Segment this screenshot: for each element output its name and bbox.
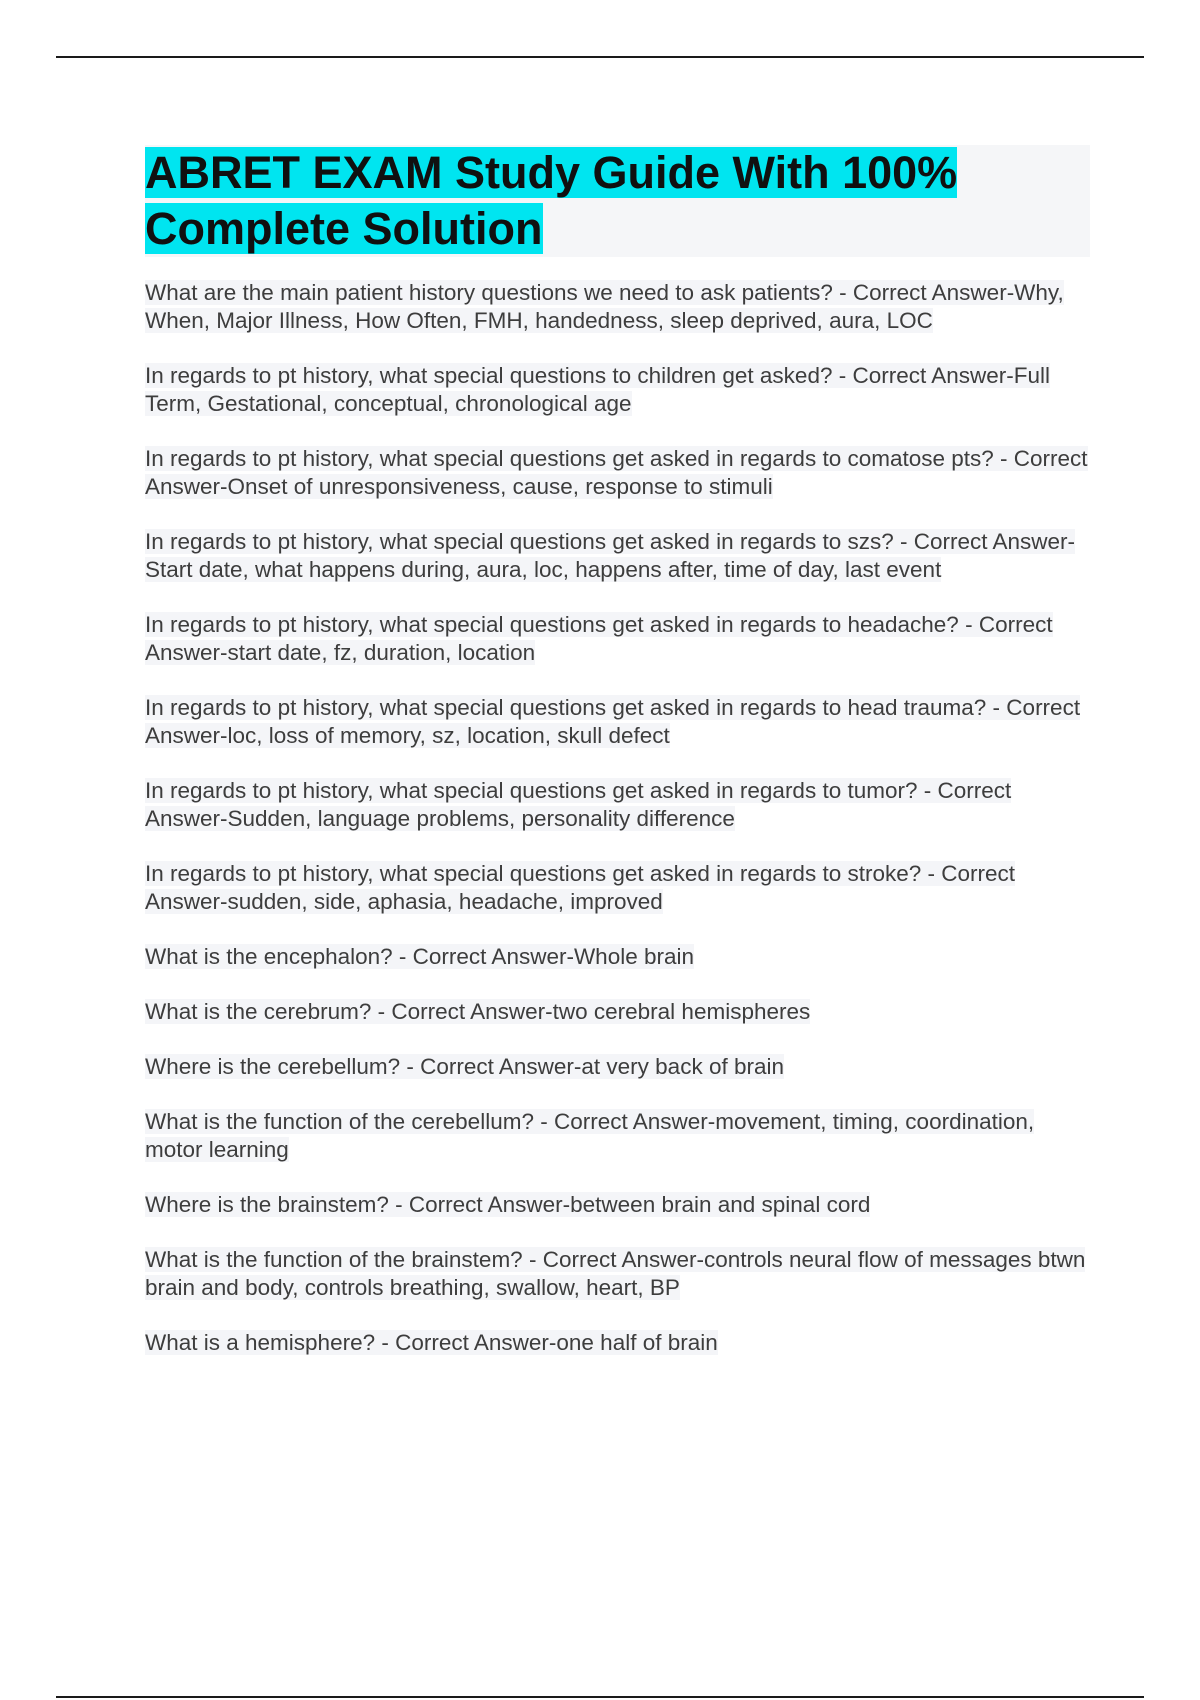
qa-entry (145, 362, 1095, 418)
qa-text: In regards to pt history, what special questions get asked in regards to stroke? - Correct Answer-sudden, side, aphasia, headache, improved (145, 861, 1016, 914)
qa-list (145, 279, 1090, 1357)
qa-entry (145, 777, 1095, 833)
top-rule (56, 56, 1144, 58)
qa-text: In regards to pt history, what special questions get asked in regards to tumor? - Correct Answer-Sudden, language problems, personality difference (145, 778, 1012, 831)
qa-text: What is the function of the cerebellum? - Correct Answer-movement, timing, coordination, motor learning (145, 1109, 1035, 1162)
qa-entry (145, 860, 1095, 916)
qa-text: Where is the cerebellum? - Correct Answer-at very back of brain (145, 1054, 784, 1079)
title-highlight: ABRET EXAM Study Guide With 100% Complete Solution (145, 147, 958, 254)
qa-entry (145, 445, 1095, 501)
qa-entry (145, 528, 1095, 584)
document-title (145, 145, 1090, 257)
qa-text: In regards to pt history, what special questions get asked in regards to head trauma? - Correct Answer-loc, loss of memory, sz, location, skull defect (145, 695, 1081, 748)
qa-entry (145, 1053, 1095, 1081)
qa-text: What is the function of the brainstem? - Correct Answer-controls neural flow of messages btwn brain and body, controls breathing, swallow, heart, BP (145, 1247, 1086, 1300)
qa-entry (145, 943, 1095, 971)
qa-entry (145, 1191, 1095, 1219)
qa-text: What are the main patient history questions we need to ask patients? - Correct Answer-Why, When, Major Illness, How Often, FMH, handedness, sleep deprived, aura, LOC (145, 280, 1064, 333)
qa-text: In regards to pt history, what special questions get asked in regards to comatose pts? - Correct Answer-Onset of unresponsiveness, cause, response to stimuli (145, 446, 1088, 499)
qa-entry (145, 1108, 1095, 1164)
qa-text: What is the encephalon? - Correct Answer-Whole brain (145, 944, 695, 969)
bottom-rule (56, 1696, 1144, 1698)
qa-text: What is a hemisphere? - Correct Answer-one half of brain (145, 1330, 718, 1355)
qa-text: In regards to pt history, what special questions get asked in regards to szs? - Correct Answer-Start date, what happens during, aura, loc, happens after, time of day, last event (145, 529, 1076, 582)
qa-entry (145, 998, 1095, 1026)
qa-entry (145, 279, 1095, 335)
title-block (145, 145, 1090, 257)
qa-text: What is the cerebrum? - Correct Answer-two cerebral hemispheres (145, 999, 811, 1024)
qa-text: In regards to pt history, what special questions to children get asked? - Correct Answer-Full Term, Gestational, conceptual, chronological age (145, 363, 1051, 416)
qa-entry (145, 1246, 1095, 1302)
qa-text: In regards to pt history, what special questions get asked in regards to headache? - Correct Answer-start date, fz, duration, location (145, 612, 1053, 665)
qa-text: Where is the brainstem? - Correct Answer-between brain and spinal cord (145, 1192, 871, 1217)
page-content (145, 145, 1090, 1384)
qa-entry (145, 1329, 1095, 1357)
qa-entry (145, 694, 1095, 750)
qa-entry (145, 611, 1095, 667)
